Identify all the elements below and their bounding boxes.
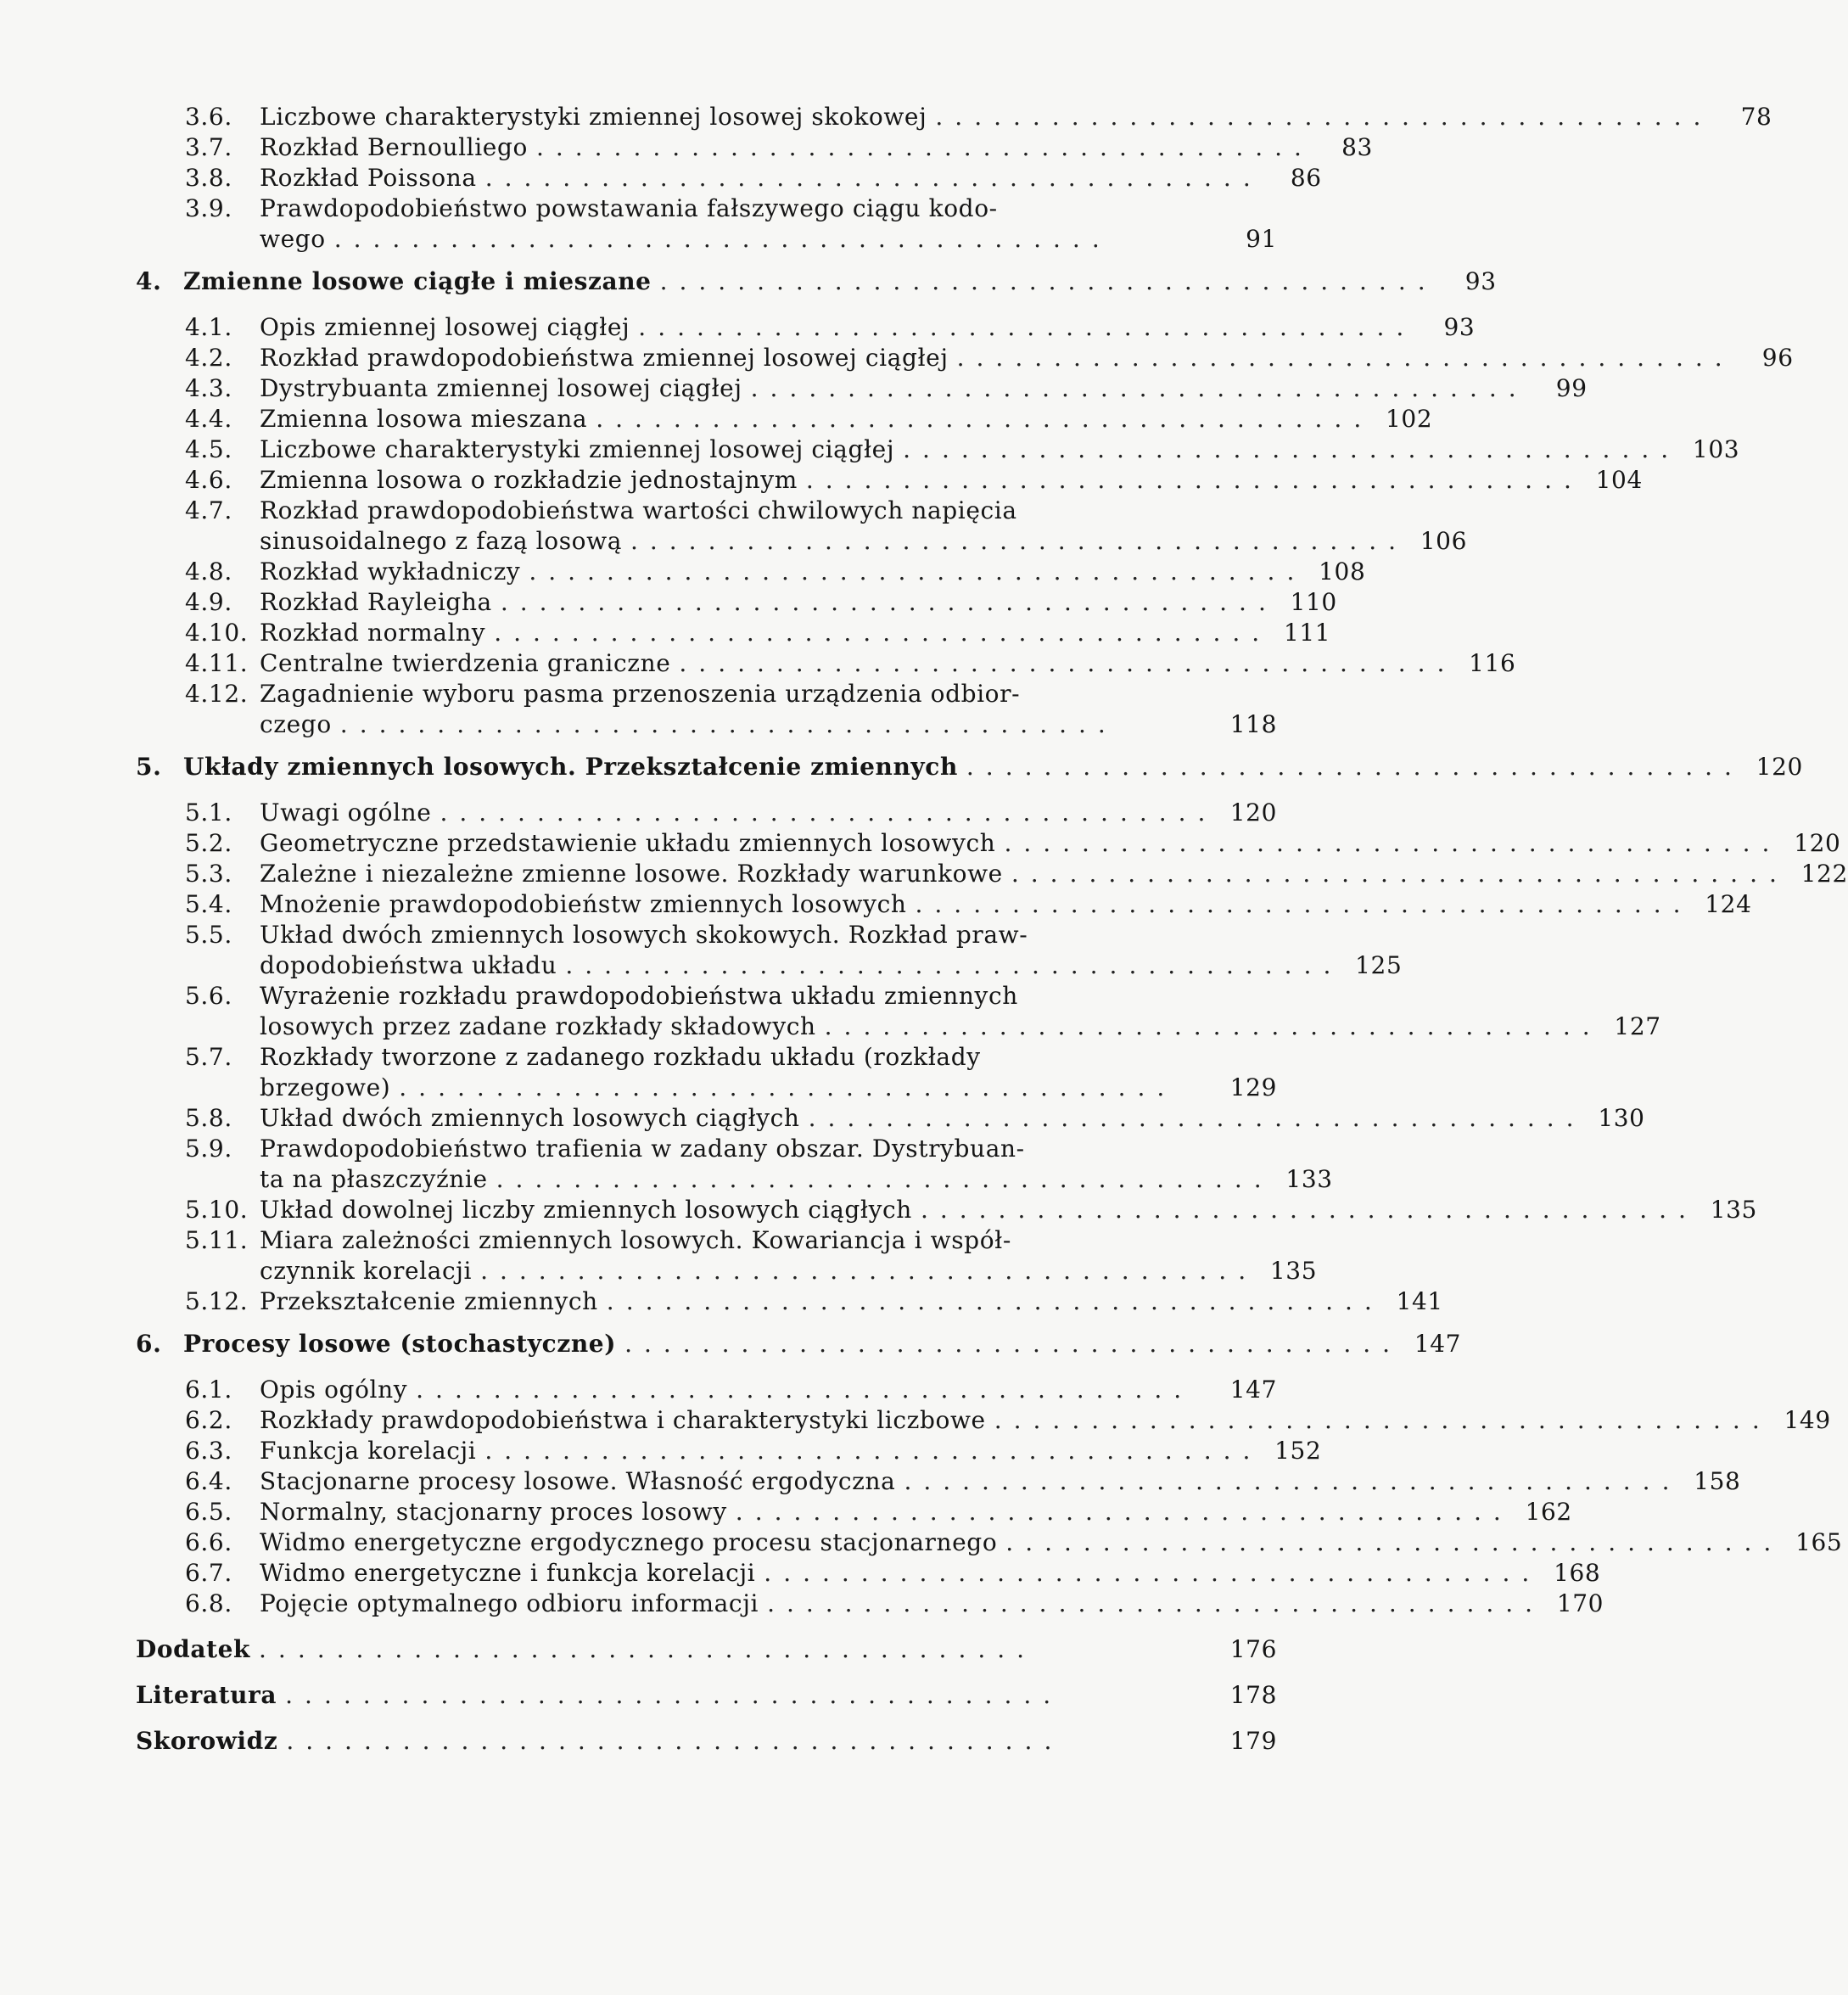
dot-leader: ........................................ bbox=[1011, 860, 1789, 888]
section-title: Literatura bbox=[136, 1681, 277, 1709]
section-number: 5.11. bbox=[185, 1226, 249, 1254]
section-title: losowych przez zadane rozkłady składowych bbox=[260, 1012, 816, 1040]
toc-line bbox=[136, 1634, 1277, 1665]
toc-chapter bbox=[136, 266, 1497, 297]
section-number: 5.12. bbox=[185, 1287, 249, 1315]
section-title: Pojęcie optymalnego odbioru informacji bbox=[260, 1589, 759, 1617]
section-title: Rozkłady prawdopodobieństwa i charakterystyki liczbowe bbox=[260, 1406, 986, 1434]
toc-section bbox=[136, 1436, 1322, 1466]
section-title: Dodatek bbox=[136, 1635, 251, 1663]
page-number: 158 bbox=[1694, 1467, 1741, 1495]
dot-leader: ........................................ bbox=[630, 527, 1408, 555]
section-title: czynnik korelacji bbox=[260, 1257, 473, 1285]
toc-section bbox=[136, 1589, 1604, 1619]
section-number: 4.4. bbox=[185, 405, 232, 433]
toc-line bbox=[136, 266, 1497, 297]
section-number: 4.12. bbox=[185, 680, 249, 708]
section-number: 6.4. bbox=[185, 1467, 232, 1495]
toc-line bbox=[136, 1558, 1601, 1589]
toc-line bbox=[136, 679, 1277, 709]
toc-section bbox=[136, 1103, 1645, 1134]
page-number: 103 bbox=[1692, 435, 1740, 463]
toc-line bbox=[136, 404, 1433, 434]
section-title: wego bbox=[260, 225, 326, 253]
section-title: Układ dowolnej liczby zmiennych losowych ciągłych bbox=[260, 1196, 912, 1224]
section-number: 5.9. bbox=[185, 1135, 232, 1163]
section-title: Układ dwóch zmiennych losowych skokowych. Rozkład praw- bbox=[260, 921, 1028, 949]
dot-leader: ........................................ bbox=[915, 890, 1693, 918]
section-title: Widmo energetyczne i funkcja korelacji bbox=[260, 1559, 756, 1587]
dot-leader: ........................................ bbox=[333, 225, 1112, 253]
toc-line bbox=[136, 1466, 1741, 1497]
toc-line bbox=[136, 434, 1740, 465]
toc-section bbox=[136, 889, 1752, 920]
toc-line bbox=[136, 557, 1366, 587]
page-number: 130 bbox=[1598, 1104, 1645, 1132]
toc-section bbox=[136, 312, 1476, 343]
dot-leader: ........................................ bbox=[529, 558, 1307, 586]
toc-section bbox=[136, 981, 1661, 1042]
page-number: 108 bbox=[1319, 558, 1366, 586]
toc-line bbox=[136, 1329, 1462, 1359]
dot-leader: ........................................ bbox=[494, 619, 1272, 647]
page-number: 106 bbox=[1420, 527, 1467, 555]
section-title: czego bbox=[260, 710, 332, 738]
toc-section bbox=[136, 434, 1740, 465]
section-number: 3.9. bbox=[185, 194, 232, 222]
dot-leader: ........................................ bbox=[480, 1257, 1258, 1285]
section-number: 5.3. bbox=[185, 860, 232, 888]
section-title: Geometryczne przedstawienie układu zmiennych losowych bbox=[260, 829, 996, 857]
section-number: 6.3. bbox=[185, 1437, 232, 1465]
page-number: 102 bbox=[1385, 405, 1433, 433]
toc-line bbox=[136, 1405, 1831, 1436]
section-number: 5. bbox=[136, 753, 162, 781]
toc-section bbox=[136, 920, 1403, 981]
section-title: Zmienna losowa o rozkładzie jednostajnym bbox=[260, 466, 798, 494]
toc-section bbox=[136, 1286, 1443, 1317]
section-number: 6.8. bbox=[185, 1589, 232, 1617]
toc-line bbox=[136, 1256, 1318, 1286]
dot-leader: ........................................ bbox=[904, 1467, 1682, 1495]
toc-line bbox=[136, 1012, 1661, 1042]
section-title: Rozkład Rayleigha bbox=[260, 588, 492, 616]
section-title: Liczbowe charakterystyki zmiennej losowej ciągłej bbox=[260, 435, 895, 463]
toc-line bbox=[136, 163, 1322, 193]
page-number: 124 bbox=[1705, 890, 1752, 918]
section-title: Układ dwóch zmiennych losowych ciągłych bbox=[260, 1104, 800, 1132]
section-title: Zmienne losowe ciągłe i mieszane bbox=[183, 267, 652, 295]
toc-line bbox=[136, 752, 1803, 782]
section-title: Rozkład normalny bbox=[260, 619, 486, 647]
section-number: 4.5. bbox=[185, 435, 232, 463]
dot-leader: ........................................ bbox=[596, 405, 1374, 433]
toc-section bbox=[136, 465, 1643, 496]
toc-line bbox=[136, 618, 1331, 648]
toc-appendix bbox=[136, 1726, 1277, 1757]
page-number: 99 bbox=[1555, 374, 1588, 402]
toc-section bbox=[136, 132, 1373, 163]
page-number: 133 bbox=[1285, 1165, 1333, 1193]
toc-line bbox=[136, 1195, 1757, 1225]
section-title: Miara zależności zmiennych losowych. Kowariancja i współ- bbox=[260, 1226, 1011, 1254]
section-number: 4.10. bbox=[185, 619, 249, 647]
dot-leader: ........................................ bbox=[767, 1589, 1545, 1617]
section-title: Układy zmiennych losowych. Przekształcenie zmiennych bbox=[183, 753, 958, 781]
page-number: 179 bbox=[1229, 1727, 1277, 1755]
section-title: Opis zmiennej losowej ciągłej bbox=[260, 313, 630, 341]
dot-leader: ........................................ bbox=[440, 799, 1218, 827]
section-title: dopodobieństwa układu bbox=[260, 951, 557, 979]
section-number: 4.7. bbox=[185, 496, 232, 524]
section-title: Zagadnienie wyboru pasma przenoszenia urządzenia odbior- bbox=[260, 680, 1021, 708]
dot-leader: ........................................ bbox=[966, 753, 1744, 781]
section-title: ta na płaszczyźnie bbox=[260, 1165, 488, 1193]
toc-section bbox=[136, 1042, 1277, 1103]
page-number: 122 bbox=[1800, 860, 1848, 888]
page-number: 120 bbox=[1229, 799, 1277, 827]
page-number: 176 bbox=[1229, 1635, 1277, 1663]
section-title: Rozkład prawdopodobieństwa wartości chwilowych napięcia bbox=[260, 496, 1017, 524]
dot-leader: ........................................ bbox=[805, 466, 1583, 494]
toc-line bbox=[136, 373, 1588, 404]
dot-leader: ........................................ bbox=[1004, 829, 1782, 857]
toc-section bbox=[136, 859, 1848, 889]
page-number: 141 bbox=[1396, 1287, 1443, 1315]
toc-section bbox=[136, 102, 1772, 132]
toc-section bbox=[136, 618, 1331, 648]
toc-line bbox=[136, 1436, 1322, 1466]
toc-line bbox=[136, 1497, 1572, 1527]
toc-line bbox=[136, 526, 1467, 557]
toc-line bbox=[136, 920, 1277, 950]
toc-line bbox=[136, 709, 1277, 740]
toc-section bbox=[136, 557, 1366, 587]
toc-line bbox=[136, 1589, 1604, 1619]
toc-section bbox=[136, 679, 1277, 740]
page-number: 93 bbox=[1464, 267, 1497, 295]
page-number: 111 bbox=[1283, 619, 1331, 647]
page-number: 125 bbox=[1355, 951, 1403, 979]
dot-leader: ........................................ bbox=[416, 1376, 1194, 1404]
toc-chapter bbox=[136, 752, 1803, 782]
toc-line bbox=[136, 1225, 1277, 1256]
toc-line bbox=[136, 1134, 1277, 1164]
toc-line bbox=[136, 343, 1794, 373]
section-number: 6.2. bbox=[185, 1406, 232, 1434]
dot-leader: ........................................ bbox=[606, 1287, 1384, 1315]
section-number: 6.1. bbox=[185, 1376, 232, 1404]
page-number: 118 bbox=[1229, 710, 1277, 738]
page-number: 147 bbox=[1414, 1330, 1462, 1358]
section-title: Mnożenie prawdopodobieństw zmiennych losowych bbox=[260, 890, 907, 918]
toc-section bbox=[136, 373, 1588, 404]
toc-appendix bbox=[136, 1680, 1277, 1711]
section-number: 4.8. bbox=[185, 558, 232, 586]
section-number: 5.6. bbox=[185, 982, 232, 1010]
toc-line bbox=[136, 1042, 1277, 1073]
toc-line bbox=[136, 312, 1476, 343]
page-number: 83 bbox=[1341, 133, 1373, 161]
section-title: Skorowidz bbox=[136, 1727, 278, 1755]
toc-line bbox=[136, 193, 1277, 224]
dot-leader: ........................................ bbox=[764, 1559, 1542, 1587]
toc-line bbox=[136, 981, 1277, 1012]
page-number: 152 bbox=[1274, 1437, 1322, 1465]
section-number: 5.8. bbox=[185, 1104, 232, 1132]
toc-line bbox=[136, 889, 1752, 920]
page-number: 96 bbox=[1761, 344, 1794, 372]
toc-section bbox=[136, 1558, 1601, 1589]
dot-leader: ........................................ bbox=[903, 435, 1681, 463]
section-title: Liczbowe charakterystyki zmiennej losowej skokowej bbox=[260, 103, 927, 131]
dot-leader: ........................................ bbox=[624, 1330, 1403, 1358]
dot-leader: ........................................ bbox=[638, 313, 1416, 341]
section-title: Prawdopodobieństwo powstawania fałszywego ciągu kodo- bbox=[260, 194, 998, 222]
dot-leader: ........................................ bbox=[286, 1727, 1064, 1755]
toc-section bbox=[136, 404, 1433, 434]
dot-leader: ........................................ bbox=[484, 1437, 1263, 1465]
section-number: 4.11. bbox=[185, 649, 249, 677]
section-title: Rozkład Bernoulliego bbox=[260, 133, 528, 161]
page-number: 91 bbox=[1246, 225, 1277, 253]
page-number: 78 bbox=[1740, 103, 1772, 131]
dot-leader: ........................................ bbox=[500, 588, 1278, 616]
section-number: 6.6. bbox=[185, 1528, 232, 1556]
section-number: 4.9. bbox=[185, 588, 232, 616]
toc-section bbox=[136, 587, 1337, 618]
page-number: 110 bbox=[1290, 588, 1337, 616]
toc-line bbox=[136, 1103, 1645, 1134]
section-number: 5.5. bbox=[185, 921, 232, 949]
page-number: 165 bbox=[1795, 1528, 1843, 1556]
dot-leader: ........................................ bbox=[496, 1165, 1274, 1193]
section-title: Wyrażenie rozkładu prawdopodobieństwa układu zmiennych bbox=[260, 982, 1018, 1010]
section-number: 3.7. bbox=[185, 133, 232, 161]
toc-section bbox=[136, 798, 1277, 828]
section-number: 5.1. bbox=[185, 799, 232, 827]
toc-line bbox=[136, 1375, 1277, 1405]
section-title: brzegowe) bbox=[260, 1073, 391, 1101]
page-number: 135 bbox=[1710, 1196, 1757, 1224]
toc-line bbox=[136, 1286, 1443, 1317]
toc-section bbox=[136, 1497, 1572, 1527]
toc-line bbox=[136, 798, 1277, 828]
dot-leader: ........................................ bbox=[285, 1681, 1063, 1709]
toc-line bbox=[136, 1073, 1277, 1103]
toc-line bbox=[136, 1680, 1277, 1711]
section-title: Opis ogólny bbox=[260, 1376, 408, 1404]
dot-leader: ........................................ bbox=[565, 951, 1343, 979]
toc-line bbox=[136, 224, 1277, 255]
dot-leader: ........................................ bbox=[824, 1012, 1602, 1040]
section-number: 4.6. bbox=[185, 466, 232, 494]
page-number: 147 bbox=[1229, 1376, 1277, 1404]
toc-line bbox=[136, 1164, 1333, 1195]
toc-section bbox=[136, 1466, 1741, 1497]
toc-section bbox=[136, 1134, 1333, 1195]
dot-leader: ........................................ bbox=[679, 649, 1457, 677]
toc-appendix bbox=[136, 1634, 1277, 1665]
section-title: Uwagi ogólne bbox=[260, 799, 432, 827]
dot-leader: ........................................ bbox=[994, 1406, 1772, 1434]
page-number: 120 bbox=[1756, 753, 1803, 781]
toc-section bbox=[136, 496, 1467, 557]
section-title: Dystrybuanta zmiennej losowej ciągłej bbox=[260, 374, 742, 402]
dot-leader: ........................................ bbox=[535, 133, 1313, 161]
section-number: 6.5. bbox=[185, 1498, 232, 1526]
page-number: 116 bbox=[1469, 649, 1516, 677]
toc-line bbox=[136, 828, 1841, 859]
page-number: 149 bbox=[1784, 1406, 1831, 1434]
section-title: Prawdopodobieństwo trafienia w zadany obszar. Dystrybuan- bbox=[260, 1135, 1025, 1163]
toc-section bbox=[136, 1375, 1277, 1405]
toc-section bbox=[136, 1405, 1831, 1436]
toc-line bbox=[136, 102, 1772, 132]
toc-line bbox=[136, 1527, 1843, 1558]
section-title: Normalny, stacjonarny proces losowy bbox=[260, 1498, 727, 1526]
dot-leader: ........................................ bbox=[920, 1196, 1698, 1224]
dot-leader: ........................................ bbox=[1005, 1528, 1784, 1556]
dot-leader: ........................................ bbox=[259, 1635, 1037, 1663]
toc-section bbox=[136, 1527, 1843, 1558]
page-number: 162 bbox=[1525, 1498, 1572, 1526]
dot-leader: ........................................ bbox=[935, 103, 1713, 131]
toc-section bbox=[136, 828, 1841, 859]
section-title: Rozkład prawdopodobieństwa zmiennej losowej ciągłej bbox=[260, 344, 949, 372]
page-number: 104 bbox=[1595, 466, 1643, 494]
page-number: 127 bbox=[1614, 1012, 1661, 1040]
section-number: 4. bbox=[136, 267, 162, 295]
section-title: Stacjonarne procesy losowe. Własność ergodyczna bbox=[260, 1467, 896, 1495]
dot-leader: ........................................ bbox=[735, 1498, 1513, 1526]
toc-section bbox=[136, 1195, 1757, 1225]
section-title: Procesy losowe (stochastyczne) bbox=[183, 1330, 617, 1358]
dot-leader: ........................................ bbox=[750, 374, 1528, 402]
page-number: 178 bbox=[1229, 1681, 1277, 1709]
dot-leader: ........................................ bbox=[808, 1104, 1586, 1132]
section-number: 5.10. bbox=[185, 1196, 249, 1224]
section-title: Rozkłady tworzone z zadanego rozkładu układu (rozkłady bbox=[260, 1043, 981, 1071]
page-number: 170 bbox=[1556, 1589, 1604, 1617]
section-title: Funkcja korelacji bbox=[260, 1437, 477, 1465]
toc-line bbox=[136, 587, 1337, 618]
page-number: 135 bbox=[1269, 1257, 1318, 1285]
section-number: 5.7. bbox=[185, 1043, 232, 1071]
dot-leader: ........................................ bbox=[956, 344, 1734, 372]
dot-leader: ........................................ bbox=[659, 267, 1437, 295]
dot-leader: ........................................ bbox=[339, 710, 1117, 738]
section-number: 6.7. bbox=[185, 1559, 232, 1587]
section-number: 4.1. bbox=[185, 313, 232, 341]
section-title: Zależne i niezależne zmienne losowe. Rozkłady warunkowe bbox=[260, 860, 1003, 888]
table-of-contents bbox=[136, 102, 1848, 1757]
section-number: 4.3. bbox=[185, 374, 232, 402]
section-title: Przekształcenie zmiennych bbox=[260, 1287, 598, 1315]
section-title: Centralne twierdzenia graniczne bbox=[260, 649, 671, 677]
section-number: 3.6. bbox=[185, 103, 232, 131]
page-number: 120 bbox=[1794, 829, 1841, 857]
page-number: 129 bbox=[1229, 1073, 1277, 1101]
section-title: Widmo energetyczne ergodycznego procesu stacjonarnego bbox=[260, 1528, 998, 1556]
page-number: 93 bbox=[1443, 313, 1476, 341]
toc-section bbox=[136, 193, 1277, 255]
toc-line bbox=[136, 465, 1643, 496]
toc-line bbox=[136, 859, 1848, 889]
toc-section bbox=[136, 343, 1794, 373]
section-number: 3.8. bbox=[185, 164, 232, 192]
toc-line bbox=[136, 1726, 1277, 1757]
toc-chapter bbox=[136, 1329, 1462, 1359]
toc-section bbox=[136, 163, 1322, 193]
toc-line bbox=[136, 950, 1403, 981]
toc-line bbox=[136, 648, 1516, 679]
section-number: 5.4. bbox=[185, 890, 232, 918]
section-number: 6. bbox=[136, 1330, 162, 1358]
toc-section bbox=[136, 1225, 1318, 1286]
dot-leader: ........................................ bbox=[399, 1073, 1177, 1101]
section-number: 5.2. bbox=[185, 829, 232, 857]
section-title: Rozkład Poissona bbox=[260, 164, 477, 192]
section-title: sinusoidalnego z fazą losową bbox=[260, 527, 622, 555]
dot-leader: ........................................ bbox=[484, 164, 1263, 192]
page-number: 86 bbox=[1290, 164, 1322, 192]
section-title: Zmienna losowa mieszana bbox=[260, 405, 588, 433]
toc-section bbox=[136, 648, 1516, 679]
section-title: Rozkład wykładniczy bbox=[260, 558, 521, 586]
section-number: 4.2. bbox=[185, 344, 232, 372]
toc-line bbox=[136, 496, 1277, 526]
page-number: 168 bbox=[1554, 1559, 1601, 1587]
toc-line bbox=[136, 132, 1373, 163]
